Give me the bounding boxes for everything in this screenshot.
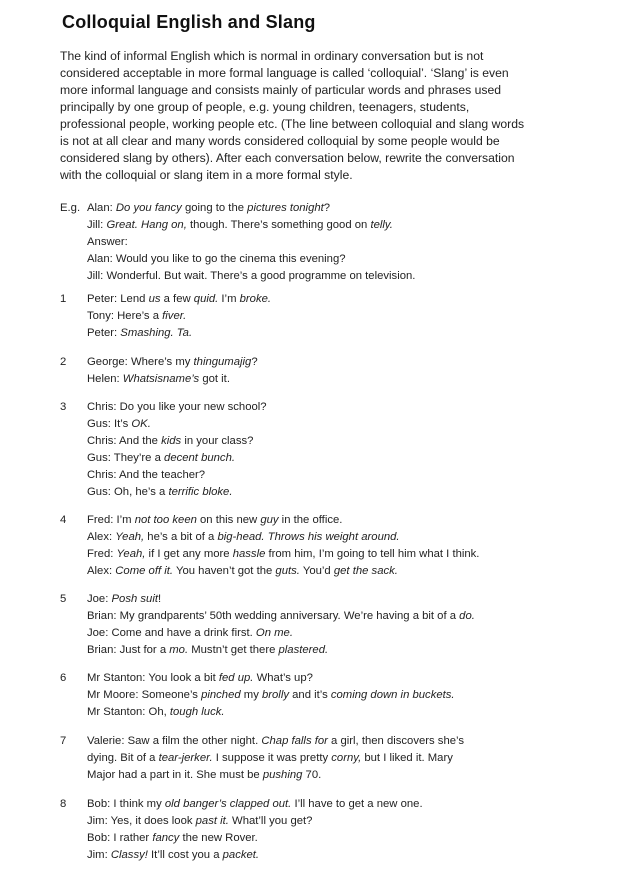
line-text: Gus: Oh, he’s a (87, 486, 169, 498)
dialogue-line (87, 416, 267, 433)
dialogue-line (87, 354, 258, 371)
line-text: ! (157, 593, 162, 605)
line-text: dying. Bit of a (87, 752, 159, 764)
line-text: going to the (181, 202, 248, 214)
colloquial-term: fed up. (218, 672, 254, 684)
item-number: 2 (60, 356, 67, 368)
colloquial-term: pinched (201, 689, 241, 701)
dialogue-line (87, 608, 475, 625)
line-text: What’ll you get? (228, 815, 313, 827)
dialogue-line (87, 767, 464, 784)
line-text: Fred: (87, 548, 117, 560)
colloquial-term: not too keen (134, 514, 197, 526)
colloquial-term: old banger’s clapped out. (164, 798, 292, 810)
line-text: Tony: Here’s a (87, 310, 163, 322)
line-text: ? (251, 356, 258, 368)
dialogue-line (87, 670, 455, 687)
dialogue-line (87, 399, 267, 416)
colloquial-term: Yeah, (116, 548, 146, 560)
line-text: Jill: (87, 219, 107, 231)
colloquial-term: Great. Hang on, (106, 219, 187, 231)
line-text: Gus: It’s (87, 418, 132, 430)
colloquial-term: OK. (131, 418, 151, 430)
line-text: Mr Stanton: Oh, (87, 706, 170, 718)
colloquial-term: Posh suit (111, 593, 158, 605)
item-lines (87, 670, 455, 721)
item-lines (87, 591, 475, 659)
line-text: Mr Moore: Someone’s (87, 689, 202, 701)
line-text: Jim: Yes, it does look (87, 815, 196, 827)
line-text: I suppose it was pretty (212, 752, 332, 764)
colloquial-term: kids (161, 435, 182, 447)
dialogue-line (87, 512, 479, 529)
colloquial-term: Classy! (110, 849, 148, 861)
item-lines (87, 733, 464, 784)
line-text: if I get any more (145, 548, 233, 560)
item-lines (87, 512, 479, 580)
line-text: Valerie: Saw a film the other night. (87, 735, 262, 747)
intro-paragraph: The kind of informal English which is normal in ordinary conversation but is not considered acceptable in more formal language is called ‘colloquial’. ‘Slang’ is even more informal language and consists mainly of particular words and phrases used principally by one group of people, e.g. young children, teenagers, students, professional people, working people etc. (The line between colloquial and slang words is not at all clear and many words considered colloquial by some people would be considered slang by others). After each conversation below, rewrite the conversation with the colloquial or slang item in a more formal style. (60, 49, 525, 182)
dialogue-line (87, 687, 455, 704)
colloquial-term: past it. (195, 815, 229, 827)
dialogue-line (87, 796, 423, 813)
colloquial-term: hassle (232, 548, 266, 560)
colloquial-term: Chap falls for (261, 735, 328, 747)
line-text: Peter: Lend (87, 293, 149, 305)
line-text: Alex: (87, 565, 116, 577)
line-text: from him, I’m going to tell him what I think. (265, 548, 480, 560)
dialogue-line (87, 642, 475, 659)
dialogue-line (87, 625, 475, 642)
item-lines (87, 399, 267, 501)
page-title: Colloquial English and Slang (62, 12, 316, 32)
dialogue-line (87, 484, 267, 501)
line-text: Peter: (87, 327, 121, 339)
line-text: Fred: I’m (87, 514, 135, 526)
dialogue-line (87, 268, 415, 285)
line-text: a girl, then discovers she’s (327, 735, 464, 747)
line-text: on this new (196, 514, 261, 526)
colloquial-term: quid. (193, 293, 219, 305)
dialogue-line (87, 847, 423, 864)
colloquial-term: big-head. Throws his weight around. (217, 531, 400, 543)
line-text: but I liked it. Mary (361, 752, 453, 764)
colloquial-term: telly. (370, 219, 393, 231)
line-text: ? (323, 202, 331, 214)
colloquial-term: guts. (275, 565, 300, 577)
item-lines (87, 291, 271, 342)
line-text: he’s a bit of a (144, 531, 218, 543)
dialogue-line (87, 467, 267, 484)
colloquial-term: Whatsisname’s (122, 373, 200, 385)
item-number: 8 (60, 798, 67, 810)
colloquial-term: Yeah, (115, 531, 145, 543)
line-text: and it’s (288, 689, 331, 701)
item-number: 7 (60, 735, 67, 747)
item-lines (87, 796, 423, 864)
line-text: Alan: Would you like to go the cinema this evening? (87, 253, 346, 265)
colloquial-term: guy (260, 514, 279, 526)
item-number: 6 (60, 672, 67, 684)
line-text: Mr Stanton: You look a bit (87, 672, 219, 684)
dialogue-line (87, 308, 271, 325)
item-number: 4 (60, 514, 67, 526)
colloquial-term: fancy (152, 832, 180, 844)
line-text: Chris: And the teacher? (87, 469, 206, 481)
dialogue-line (87, 234, 415, 251)
line-text: Answer: (87, 236, 128, 248)
line-text: 70. (302, 769, 322, 781)
line-text: George: Where’s my (87, 356, 194, 368)
colloquial-term: corny, (331, 752, 362, 764)
colloquial-term: get the sack. (333, 565, 398, 577)
colloquial-term: brolly (261, 689, 289, 701)
line-text: I’ll have to get a new one. (291, 798, 423, 810)
line-text: Alan: (87, 202, 116, 214)
dialogue-line (87, 217, 415, 234)
colloquial-term: do. (459, 610, 475, 622)
line-text: Brian: My grandparents’ 50th wedding anniversary. We’re having a bit of a (87, 610, 460, 622)
colloquial-term: plastered. (278, 644, 329, 656)
line-text: though. There’s something good on (186, 219, 371, 231)
colloquial-term: pushing (262, 769, 303, 781)
colloquial-term: packet. (222, 849, 260, 861)
colloquial-term: us (148, 293, 161, 305)
colloquial-term: On me. (255, 627, 293, 639)
line-text: It’ll cost you a (147, 849, 223, 861)
item-lines (87, 354, 258, 388)
dialogue-line (87, 546, 479, 563)
line-text: got it. (199, 373, 230, 385)
line-text: Gus: They’re a (87, 452, 165, 464)
dialogue-line (87, 325, 271, 342)
item-number: 5 (60, 593, 67, 605)
line-text: a few (160, 293, 194, 305)
dialogue-line (87, 433, 267, 450)
dialogue-line (87, 563, 479, 580)
dialogue-line (87, 251, 415, 268)
line-text: You haven’t got the (173, 565, 276, 577)
dialogue-line (87, 813, 423, 830)
line-text: What’s up? (253, 672, 313, 684)
line-text: Alex: (87, 531, 116, 543)
dialogue-line (87, 591, 475, 608)
colloquial-term: broke. (239, 293, 272, 305)
line-text: Chris: And the (87, 435, 162, 447)
colloquial-term: terrific bloke. (168, 486, 233, 498)
line-text: Jill: Wonderful. But wait. There’s a good programme on television. (87, 270, 416, 282)
line-text: in the office. (278, 514, 343, 526)
dialogue-line (87, 830, 423, 847)
line-text: Bob: I think my (87, 798, 165, 810)
colloquial-term: Do you fancy (115, 202, 182, 214)
dialogue-line (87, 291, 271, 308)
line-text: the new Rover. (179, 832, 258, 844)
colloquial-term: tough luck. (169, 706, 225, 718)
line-text: I’m (218, 293, 240, 305)
line-text: Jim: (87, 849, 111, 861)
colloquial-term: tear-jerker. (158, 752, 213, 764)
example-lines (87, 200, 415, 285)
dialogue-line (87, 200, 415, 217)
line-text: my (240, 689, 262, 701)
colloquial-term: pictures tonight (247, 202, 324, 214)
line-text: You’d (299, 565, 334, 577)
colloquial-term: thingumajig (193, 356, 252, 368)
colloquial-term: decent bunch. (164, 452, 236, 464)
line-text: Bob: I rather (87, 832, 153, 844)
item-number: 1 (60, 293, 67, 305)
dialogue-line (87, 704, 455, 721)
dialogue-line (87, 450, 267, 467)
line-text: Joe: Come and have a drink first. (87, 627, 256, 639)
colloquial-term: Smashing. Ta. (120, 327, 193, 339)
line-text: Major had a part in it. She must be (87, 769, 263, 781)
dialogue-line (87, 371, 258, 388)
dialogue-line (87, 529, 479, 546)
colloquial-term: fiver. (162, 310, 187, 322)
dialogue-line (87, 733, 464, 750)
line-text: Helen: (87, 373, 123, 385)
line-text: Mustn’t get there (188, 644, 279, 656)
item-number: 3 (60, 401, 67, 413)
dialogue-line (87, 750, 464, 767)
line-text: Joe: (87, 593, 112, 605)
line-text: Brian: Just for a (87, 644, 170, 656)
colloquial-term: coming down in buckets. (330, 689, 455, 701)
colloquial-term: mo. (169, 644, 189, 656)
line-text: Chris: Do you like your new school? (87, 401, 267, 413)
colloquial-term: Come off it. (115, 565, 174, 577)
line-text: in your class? (181, 435, 254, 447)
example-label: E.g. (60, 202, 81, 214)
